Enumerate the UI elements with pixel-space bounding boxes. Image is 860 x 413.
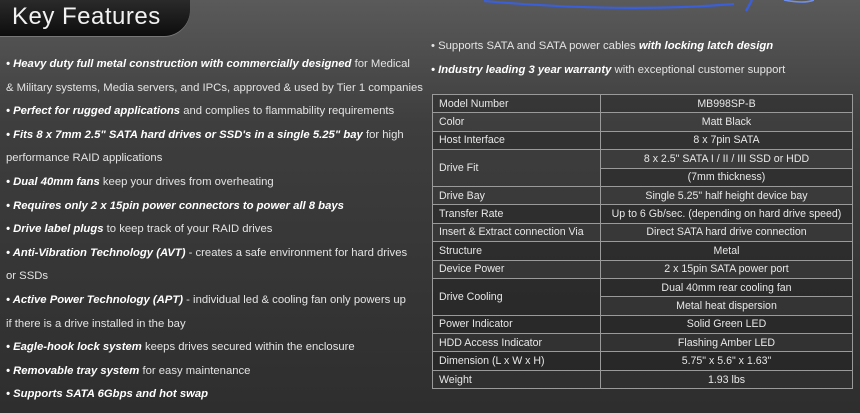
- feature-highlight: with locking latch design: [638, 40, 774, 52]
- spec-value: MB998SP-B: [601, 95, 853, 113]
- feature-text: or SSDs: [6, 270, 49, 283]
- feature-text: keeps drives secured within the enclosure: [141, 341, 355, 354]
- bullet-icon: •: [6, 388, 14, 401]
- spec-row: [433, 260, 853, 278]
- feature-highlight: Active Power Technology (APT): [12, 293, 184, 306]
- spec-value: 5.75" x 5.6" x 1.63": [601, 352, 853, 370]
- feature-highlight: Requires only 2 x 15pin power connectors to power all 8 bays: [13, 199, 344, 212]
- feature-highlight: Fits 8 x 7mm 2.5" SATA hard drives or SSD's in a single 5.25" bay: [13, 128, 363, 141]
- bullet-icon: •: [6, 246, 13, 259]
- spec-value: Direct SATA hard drive connection: [601, 223, 853, 241]
- feature-item: [6, 147, 426, 171]
- bullet-icon: •: [6, 364, 14, 377]
- feature-text: performance RAID applications: [6, 152, 163, 165]
- spec-value: 2 x 15pin SATA power port: [601, 260, 853, 278]
- spec-row: [433, 334, 853, 352]
- spec-value: Solid Green LED: [601, 315, 853, 333]
- feature-item: [6, 289, 426, 313]
- spec-value: Metal: [601, 242, 853, 260]
- feature-item: [6, 265, 426, 289]
- spec-row: [433, 370, 853, 388]
- feature-text: - creates a safe environment for hard drives: [185, 246, 408, 259]
- feature-text: if there is a drive installed in the bay: [6, 317, 186, 330]
- feature-highlight: Heavy duty full metal construction with commercially designed: [13, 58, 352, 70]
- feature-text: for easy maintenance: [139, 364, 251, 377]
- spec-label: Drive Fit: [433, 150, 601, 187]
- feature-text: and complies to flammability requirements: [180, 105, 395, 118]
- feature-item: [6, 53, 426, 77]
- bullet-icon: •: [6, 128, 14, 141]
- feature-text: for Medical: [351, 58, 410, 70]
- bullet-icon: •: [6, 223, 14, 236]
- feature-highlight: Drive label plugs: [13, 223, 104, 236]
- spec-row: [433, 131, 853, 149]
- feature-text: keep your drives from overheating: [99, 175, 274, 188]
- spec-label: Weight: [433, 370, 601, 388]
- bullet-icon: •: [6, 341, 14, 354]
- feature-item: [6, 77, 426, 101]
- spec-label: Host Interface: [433, 131, 601, 149]
- spec-label: Structure: [433, 242, 601, 260]
- spec-value: Matt Black: [601, 113, 853, 131]
- spec-value: 8 x 7pin SATA: [601, 131, 853, 149]
- spec-label: HDD Access Indicator: [433, 334, 601, 352]
- feature-item: [6, 124, 426, 148]
- feature-item: [431, 35, 856, 59]
- spec-row: [433, 113, 853, 131]
- feature-item: [6, 336, 426, 360]
- feature-highlight: Perfect for rugged applications: [13, 105, 181, 118]
- spec-value: Single 5.25" half height device bay: [601, 186, 853, 204]
- bullet-icon: •: [6, 199, 14, 212]
- spec-label: Device Power: [433, 260, 601, 278]
- feature-text: Supports SATA and SATA power cables: [438, 40, 639, 52]
- spec-row: [433, 242, 853, 260]
- spec-label: Dimension (L x W x H): [433, 352, 601, 370]
- spec-label: Insert & Extract connection Via: [433, 223, 601, 241]
- spec-row: [433, 150, 853, 168]
- spec-value: Flashing Amber LED: [601, 334, 853, 352]
- feature-item: [6, 383, 426, 407]
- feature-item: [6, 100, 426, 124]
- feature-text: - individual led & cooling fan only powers up: [183, 293, 406, 306]
- spec-label: Color: [433, 113, 601, 131]
- feature-list-left: [6, 53, 426, 407]
- feature-highlight: Removable tray system: [13, 364, 140, 377]
- spec-value: Metal heat dispersion: [601, 297, 853, 315]
- feature-highlight: Anti-Vibration Technology (AVT): [12, 246, 186, 259]
- decorative-swoosh: [484, 0, 814, 12]
- feature-highlight: Eagle-hook lock system: [13, 341, 142, 354]
- spec-row: [433, 223, 853, 241]
- spec-row: [433, 186, 853, 204]
- feature-item: [6, 171, 426, 195]
- feature-item: [431, 59, 856, 83]
- spec-row: [433, 352, 853, 370]
- spec-value: Dual 40mm rear cooling fan: [601, 278, 853, 296]
- feature-highlight: Supports SATA 6Gbps and hot swap: [13, 388, 209, 401]
- spec-value: 1.93 lbs: [601, 370, 853, 388]
- spec-value: 8 x 2.5" SATA I / II / III SSD or HDD: [601, 150, 853, 168]
- page-title: Key Features: [12, 3, 161, 30]
- bullet-icon: •: [6, 293, 13, 306]
- spec-label: Transfer Rate: [433, 205, 601, 223]
- bullet-icon: •: [6, 175, 14, 188]
- feature-item: [6, 218, 426, 242]
- spec-row: [433, 315, 853, 333]
- feature-item: [6, 313, 426, 337]
- spec-label: Drive Bay: [433, 186, 601, 204]
- feature-highlight: Industry leading 3 year warranty: [438, 63, 612, 76]
- spec-row: [433, 205, 853, 223]
- feature-item: [6, 360, 426, 384]
- bullet-icon: •: [431, 40, 439, 52]
- spec-row: [433, 95, 853, 113]
- spec-row: [433, 278, 853, 296]
- spec-value: Up to 6 Gb/sec. (depending on hard drive speed): [601, 205, 853, 223]
- spec-label: Drive Cooling: [433, 278, 601, 315]
- spec-label: Power Indicator: [433, 315, 601, 333]
- spec-value: (7mm thickness): [601, 168, 853, 186]
- feature-item: [6, 242, 426, 266]
- specification-table: [432, 94, 853, 389]
- feature-highlight: Dual 40mm fans: [13, 175, 100, 188]
- section-title-tab: [0, 0, 190, 36]
- feature-text: with exceptional customer support: [611, 63, 786, 76]
- bullet-icon: •: [6, 58, 14, 70]
- feature-item: [6, 195, 426, 219]
- feature-text: for high: [362, 128, 404, 141]
- feature-list-right: [431, 35, 856, 82]
- bullet-icon: •: [6, 105, 14, 118]
- feature-text: & Military systems, Media servers, and IPCs, approved & used by Tier 1 companies: [6, 81, 423, 94]
- bullet-icon: •: [431, 63, 439, 76]
- feature-text: to keep track of your RAID drives: [103, 223, 273, 236]
- spec-label: Model Number: [433, 95, 601, 113]
